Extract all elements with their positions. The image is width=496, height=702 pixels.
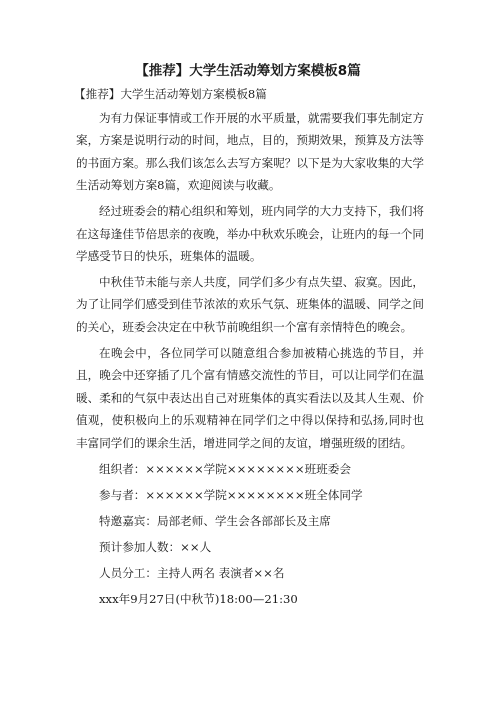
- paragraph-overview: 经过班委会的精心组织和筹划，班内同学的大力支持下，我们将在这每逢佳节倍思亲的夜晚，举办中秋欢乐晚会，让班内的每一个同学感受节日的快乐，班集体的温暖。: [76, 203, 424, 264]
- detail-organizer: 组织者：××××××学院××××××××班班委会: [99, 461, 351, 476]
- document-subtitle: 【推荐】大学生活动筹划方案模板8篇: [74, 87, 267, 101]
- detail-guests: 特邀嘉宾：局部老师、学生会各部部长及主席: [99, 513, 331, 528]
- document-body: [76, 83, 424, 610]
- detail-datetime: xxx年9月27日(中秋节)18:00—21:30: [99, 591, 298, 606]
- detail-participants: 参与者：××××××学院××××××××班全体同学: [99, 487, 363, 502]
- paragraph-purpose: 中秋佳节未能与亲人共度，同学们多少有点失望、寂寞。因此，为了让同学们感受到佳节浓浓的欢乐气氛、班集体的温暖、同学之间的关心，班委会决定在中秋节前晚组织一个富有亲情特色的晚会。: [76, 274, 424, 334]
- paragraph-intro: 为有力保证事情或工作开展的水平质量，就需要我们事先制定方案，方案是说明行动的时间，地点，目的，预期效果，预算及方法等的书面方案。那么我们该怎么去写方案呢？以下是为大家收集的大学生活动筹划方案8篇，欢迎阅读与收藏。: [76, 110, 424, 193]
- paragraph-content: 在晚会中，各位同学可以随意组合参加被精心挑选的节目，并且，晚会中还穿插了几个富有情感交流性的节目，可以让同学们在温暖、柔和的气氛中表达出自己对班集体的真实看法以及其人生观、价值观，使积极向上的乐观精神在同学们之中得以保持和弘扬,同时也丰富同学们的课余生活，增进同学之间的友谊，增强班级的团结。: [76, 345, 424, 450]
- detail-staffing: 人员分工：主持人两名 表演者××名: [99, 565, 285, 580]
- detail-attendance: 预计参加人数：××人: [99, 539, 212, 554]
- document-title: 【推荐】大学生活动筹划方案模板8篇: [135, 63, 361, 79]
